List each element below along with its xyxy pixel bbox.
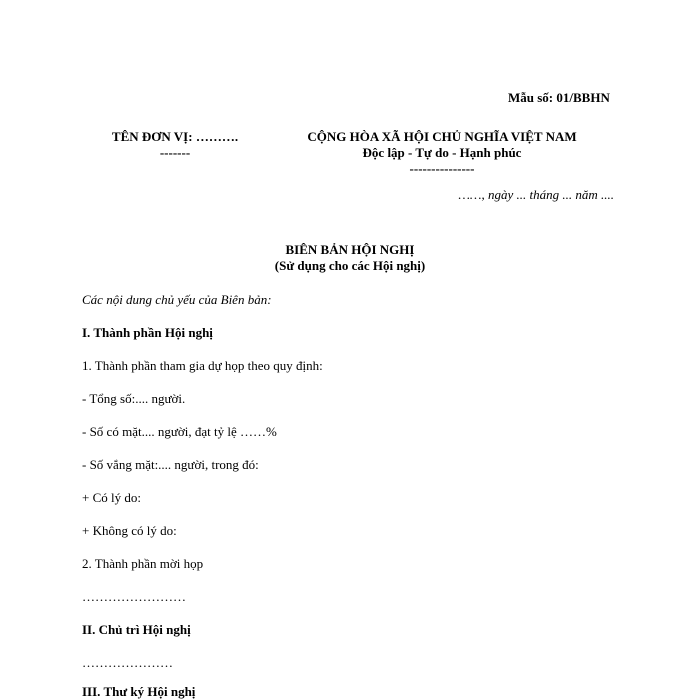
intro-line: Các nội dung chủ yếu của Biên bản: xyxy=(82,292,272,307)
dots-line-2: ………………… xyxy=(82,655,173,670)
form-code: Mẫu số: 01/BBHN xyxy=(508,90,610,105)
motto: Độc lập - Tự do - Hạnh phúc xyxy=(362,145,522,160)
total-line: - Tổng số:.... người. xyxy=(82,391,186,406)
unit-rule: ------- xyxy=(159,145,191,160)
with-reason-line: + Có lý do: xyxy=(82,490,141,505)
document-title: BIÊN BẢN HỘI NGHỊ xyxy=(285,242,415,257)
absent-line: - Số vắng mặt:.... người, trong đó: xyxy=(82,457,259,472)
unit-block xyxy=(100,129,250,161)
without-reason-line: + Không có lý do: xyxy=(82,523,177,538)
title-block xyxy=(150,242,550,274)
nation-name: CỘNG HÒA XÃ HỘI CHỦ NGHĨA VIỆT NAM xyxy=(307,129,577,144)
section-3-heading: III. Thư ký Hội nghị xyxy=(82,684,196,699)
item-2: 2. Thành phần mời họp xyxy=(82,556,204,571)
motto-rule: --------------- xyxy=(409,161,475,176)
dots-line-1: …………………… xyxy=(82,589,186,604)
nation-block xyxy=(292,129,592,177)
document-subtitle: (Sử dụng cho các Hội nghị) xyxy=(274,258,426,273)
item-1: 1. Thành phần tham gia dự họp theo quy định: xyxy=(82,358,323,373)
date-line: ……, ngày ... tháng ... năm .... xyxy=(458,187,614,202)
section-2-heading: II. Chủ trì Hội nghị xyxy=(82,622,191,637)
present-line: - Số có mặt.... người, đạt tỷ lệ ……% xyxy=(82,424,277,439)
section-1-heading: I. Thành phần Hội nghị xyxy=(82,325,213,340)
unit-label: TÊN ĐƠN VỊ: ………. xyxy=(111,129,239,144)
